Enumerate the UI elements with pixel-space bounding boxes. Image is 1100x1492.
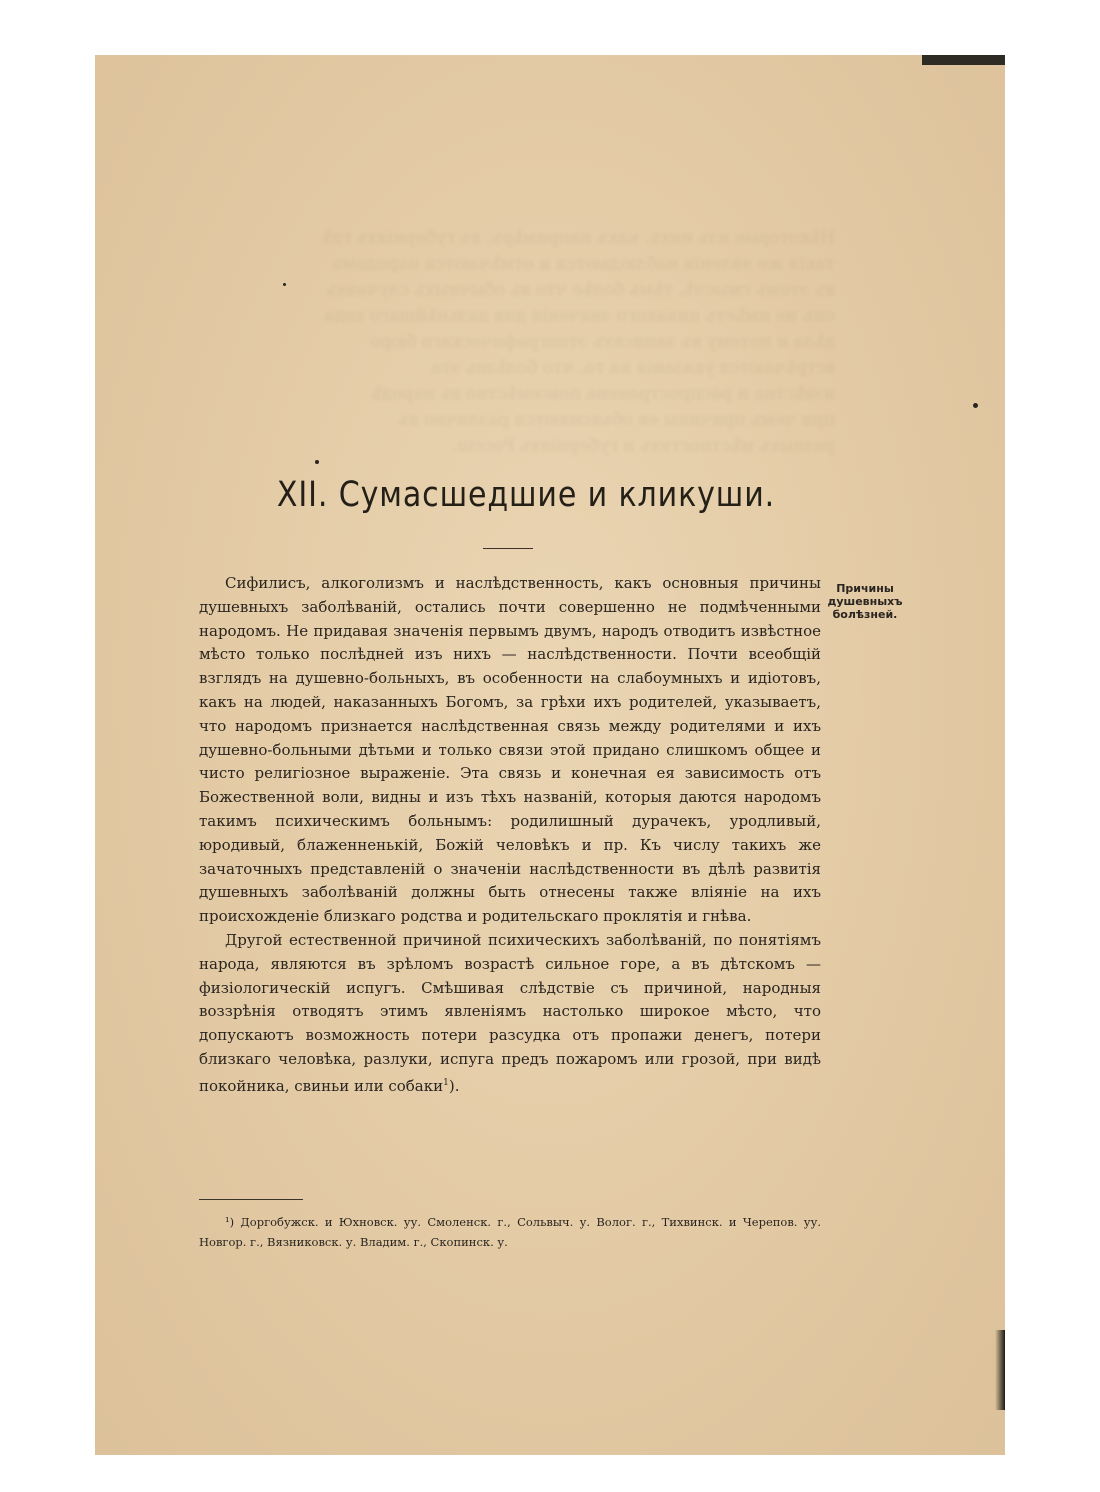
margin-note-line: Причины: [836, 582, 894, 595]
margin-note-line: болѣзней.: [832, 608, 898, 621]
page-edge-shadow: [922, 55, 1005, 65]
chapter-title: XII. Сумасшедшие и кликуши.: [276, 475, 776, 515]
margin-note-line: душевныхъ: [827, 595, 903, 608]
speck: [315, 460, 319, 464]
bleed-through-text: Нѣкоторые изъ нихъ, какъ напримѣръ, въ губерніяхъ гдѣ такія же явленія наблюдаются и отмѣчаются народомъ въ этомъ смыслѣ, тѣмъ болѣе что въ обычныхъ случаяхъ онъ не имѣетъ никакого значенія для дальнѣйшаго хода дѣла и потому въ записяхъ этнографическаго бюро встрѣчаются указанія на то, что болѣзнь эта извѣстна и распространена повсемѣстно въ народѣ при чемъ причины ея объясняются различно въ разныхъ мѣстностяхъ и губерніяхъ Россіи.: [321, 228, 835, 456]
paragraph-text: Другой естественной причиной психическихъ заболѣваній, по понятіямъ народа, являются въ зрѣломъ возрастѣ сильное горе, а въ дѣтскомъ — физіологическій испугъ. Смѣшивая слѣдствіе съ причиной, народныя воззрѣнія отводятъ этимъ явленіямъ настолько широкое мѣсто, что допускаютъ возможность потери разсудка отъ пропажи денегъ, потери близкаго человѣка, разлуки, испуга предъ пожаромъ или грозой, при видѣ покойника, свиньи или собаки: [199, 930, 821, 1095]
footnote-divider: [199, 1199, 303, 1200]
paragraph: [199, 929, 821, 1099]
paragraph-end: ).: [448, 1076, 460, 1095]
speck: [973, 403, 978, 408]
scanned-page: [95, 55, 1005, 1455]
body-text: [199, 572, 821, 1099]
paragraph: Сифилисъ, алкоголизмъ и наслѣдственность, какъ основныя причины душевныхъ заболѣваній, остались почти совершенно не подмѣченными народомъ. Не придавая значенія первымъ двумъ, народъ отводитъ извѣстное мѣсто только послѣдней изъ нихъ — наслѣдственности. Почти всеобщій взглядъ на душевно-больныхъ, въ особенности на слабоумныхъ и идіотовъ, какъ на людей, наказанныхъ Богомъ, за грѣхи ихъ родителей, указываетъ, что народомъ признается наслѣдственная связь между родителями и ихъ душевно-больными дѣтьми и только связи этой придано слишкомъ общее и чисто религіозное выраженіе. Эта связь и конечная ея зависимость отъ Божественной воли, видны и изъ тѣхъ названій, которыя даются народомъ такимъ психическимъ больнымъ: родилишный дурачекъ, уродливый, юродивый, блаженненькій, Божій человѣкъ и пр. Къ числу такихъ же зачаточныхъ представленій о значеніи наслѣдственности въ дѣлѣ развитія душевныхъ заболѣваній должны быть отнесены также вліяніе на ихъ происхожденіе близкаго родства и родительскаго проклятія и гнѣва.: [199, 574, 821, 926]
title-divider: [483, 548, 533, 549]
footnote-marker: 1: [443, 1077, 449, 1088]
page-edge-shadow: [995, 1330, 1005, 1410]
footnote: ¹) Доргобужск. и Юхновск. уу. Смоленск. г., Сольвыч. у. Волог. г., Тихвинск. и Черепов. уу. Новгор. г., Вязниковск. у. Владим. г., Скопинск. у.: [199, 1215, 821, 1249]
margin-note: [820, 582, 910, 621]
speck: [283, 283, 286, 286]
